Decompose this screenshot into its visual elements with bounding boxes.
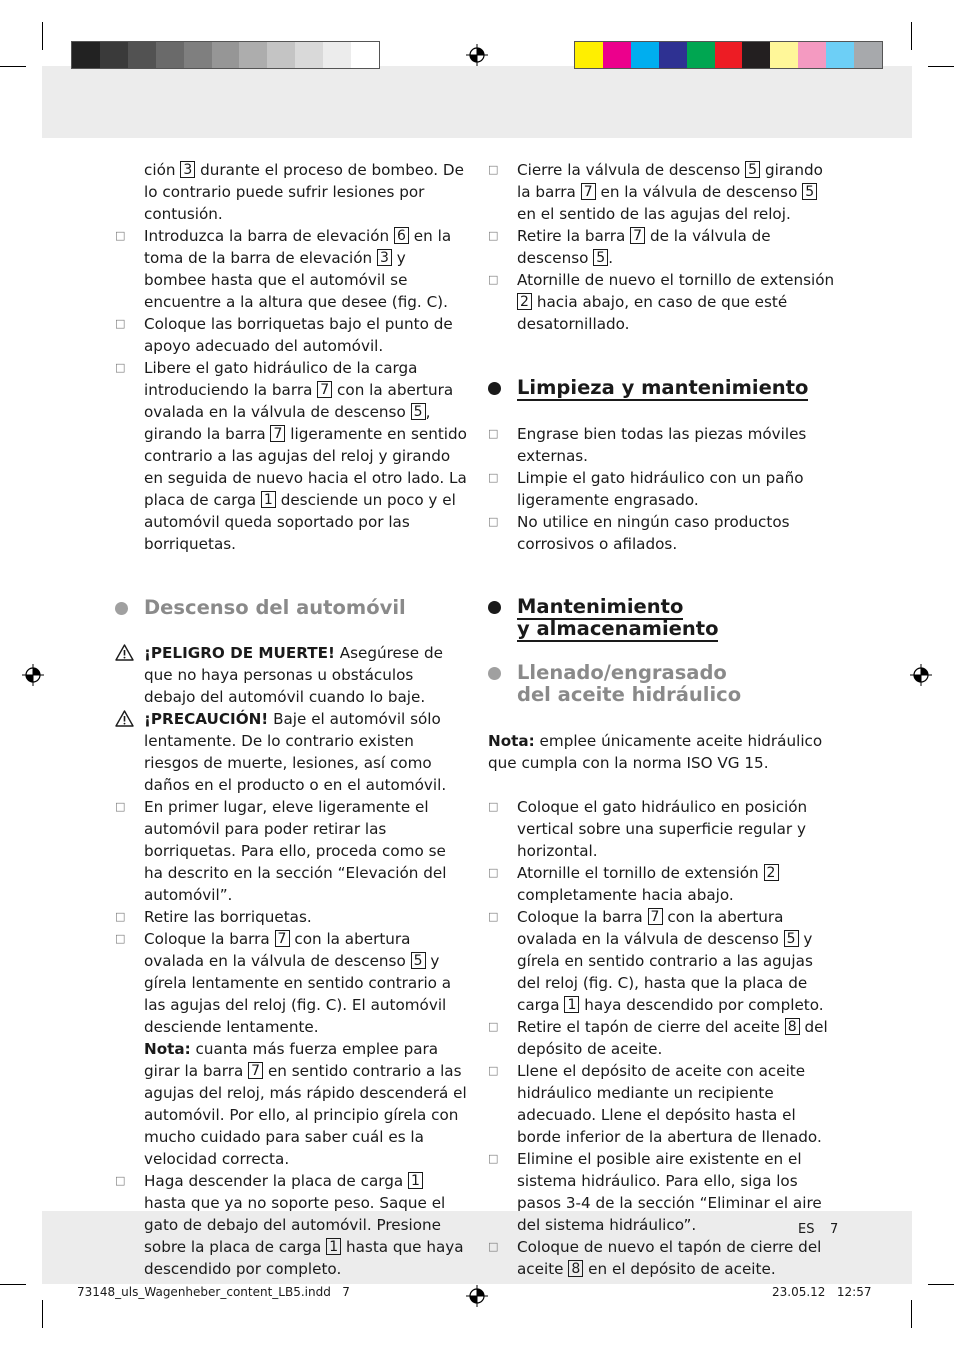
part-number-badge: 8 [568,1260,583,1277]
part-number-badge: 7 [630,227,645,244]
checkbox-bullet-icon: □ [488,427,499,440]
part-number-badge: 5 [745,161,760,178]
color-swatch [212,42,240,68]
part-number-badge: 7 [317,381,332,398]
part-number-badge: 3 [180,161,195,178]
bold-label: ¡PRECAUCIÓN! [144,710,269,728]
header-band [42,66,912,138]
part-number-badge: 7 [270,425,285,442]
color-swatch [100,42,128,68]
list-item: □ En primer lugar, eleve ligeramente el automóvil para poder retirar las borriquetas. Para ello, proceda como se ha descrito en la sección “Elevación del automóvil”. [115,798,447,904]
list-item: □ Limpie el gato hidráulico con un paño ligeramente engrasado. [488,469,804,509]
checkbox-bullet-icon: □ [488,910,499,923]
list-item: □ Coloque de nuevo el tapón de cierre del aceite 8 en el depósito de aceite. [488,1238,822,1278]
list-item: □ Cierre la válvula de descenso 5 girando la barra 7 en la válvula de descenso 5 en el sentido de las agujas del reloj. [488,161,823,223]
checkbox-bullet-icon: □ [115,1174,126,1187]
color-swatch [631,42,659,68]
part-number-badge: 2 [764,864,779,881]
warnings-list [115,642,467,796]
list-item: □ No utilice en ningún caso productos corrosivos o afilados. [488,513,790,553]
list-item: □ Haga descender la placa de carga 1 hasta que ya no soporte peso. Saque el gato de debajo del automóvil. Presione sobre la placa de carga 1 hasta que haya descendido por completo. [115,1172,464,1278]
bold-label: Nota: [144,1040,191,1058]
part-number-badge: 8 [785,1018,800,1035]
list-item: □ Llene el depósito de aceite con aceite hidráulico mediante un recipiente adecuado. Llene el depósito hasta el borde inferior de la abertura de llenado. [488,1062,822,1146]
color-calibration-bar [574,41,883,69]
checkbox-bullet-icon: □ [488,163,499,176]
part-number-badge: 6 [394,227,409,244]
left-column [115,159,467,1280]
checkbox-bullet-icon: □ [488,800,499,813]
color-swatch [295,42,323,68]
part-number-badge: 7 [275,930,290,947]
heading-bullet-icon [115,602,128,615]
warning-triangle-icon [115,644,134,661]
color-swatch [854,42,882,68]
checkbox-bullet-icon: □ [115,910,126,923]
warning-triangle-icon [115,710,134,727]
part-number-badge: 1 [326,1238,341,1255]
heading-bullet-icon [488,601,501,614]
checkbox-bullet-icon: □ [488,1064,499,1077]
color-swatch [184,42,212,68]
part-number-badge: 1 [564,996,579,1013]
language-code: ES [798,1222,815,1237]
heading-bullet-icon [488,667,501,680]
part-number-badge: 5 [411,403,426,420]
section-heading-mantenimiento: Mantenimiento y almacenamiento [488,596,840,640]
list-item: □ Libere el gato hidráulico de la carga introduciendo la barra 7 con la abertura ovalada en la válvula de descenso 5 , girando la barra 7 ligeramente en sentido contrario a las agujas del reloj y girando en seguida de nuevo hacia el otro lado. La placa de carga 1 desciende un poco y el automóvil queda soportado por las borriquetas. [115,359,467,553]
list-item: □ Coloque la barra 7 con la abertura ovalada en la válvula de descenso 5 y gírela lentamente en sentido contrario a las agujas del reloj (fig. C). El automóvil desciende lentamente. Nota: cuanta más fuerza emplee para girar la barra 7 en sentido contrario a las agujas del reloj, más rápido descenderá el automóvil. Por ello, al principio gírela con mucho cuidado para saber cuál es la velocidad correcta. [115,930,467,1168]
list-item: □ Coloque las borriquetas bajo el punto de apoyo adecuado del automóvil. [115,315,453,355]
color-swatch [239,42,267,68]
filling-steps-list [488,796,840,1280]
color-swatch [687,42,715,68]
checkbox-bullet-icon: □ [488,1240,499,1253]
list-item: □ Coloque la barra 7 con la abertura ovalada en la válvula de descenso 5 y gírela en sentido contrario a las agujas del reloj (fig. C), hasta que la placa de carga 1 haya descendido por completo. [488,908,824,1014]
registration-mark-icon [466,44,488,66]
warning-item: ¡PELIGRO DE MUERTE! Asegúrese de que no haya personas u obstáculos debajo del automóvil cuando lo baje. [115,642,467,708]
right-column [488,159,840,1280]
checkbox-bullet-icon: □ [488,229,499,242]
part-number-badge: 5 [802,183,817,200]
checkbox-bullet-icon: □ [488,471,499,484]
right-top-list [488,159,840,335]
list-item: □ Coloque el gato hidráulico en posición vertical sobre una superficie regular y horizontal. [488,798,808,860]
part-number-badge: 5 [593,249,608,266]
color-swatch [351,42,379,68]
color-swatch [603,42,631,68]
registration-mark-icon [910,664,932,686]
part-number-badge: 7 [248,1062,263,1079]
list-item: □ Retire las borriquetas. [115,908,312,926]
cleaning-list [488,423,840,555]
color-swatch [575,42,603,68]
section-heading-llenado: Llenado/engrasado del aceite hidráulico [488,662,840,706]
color-swatch [72,42,100,68]
checkbox-bullet-icon: □ [115,229,126,242]
grayscale-calibration-bar [71,41,380,69]
part-number-badge: 5 [411,952,426,969]
part-number-badge: 1 [408,1172,423,1189]
bold-label: ¡PELIGRO DE MUERTE! [144,644,335,662]
color-swatch [128,42,156,68]
color-swatch [156,42,184,68]
list-item: □ Retire el tapón de cierre del aceite 8 del depósito de aceite. [488,1018,828,1058]
checkbox-bullet-icon: □ [115,932,126,945]
checkbox-bullet-icon: □ [488,866,499,879]
checkbox-bullet-icon: □ [488,1152,499,1165]
part-number-badge: 7 [581,183,596,200]
checkbox-bullet-icon: □ [115,317,126,330]
part-number-badge: 1 [261,491,276,508]
color-swatch [826,42,854,68]
left-steps-list [115,796,467,1280]
list-item: □ Introduzca la barra de elevación 6 en la toma de la barra de elevación 3 y bombee hasta que el automóvil se encuentre a la altura que desee (fig. C). [115,227,452,311]
color-swatch [742,42,770,68]
heading-bullet-icon [488,382,501,395]
checkbox-bullet-icon: □ [115,800,126,813]
checkbox-bullet-icon: □ [115,361,126,374]
section-heading-limpieza: Limpieza y mantenimiento [488,377,840,399]
color-swatch [267,42,295,68]
note-paragraph: Nota: emplee únicamente aceite hidráulico que cumpla con la norma ISO VG 15. [488,732,823,772]
section-heading-descenso: Descenso del automóvil [115,597,467,619]
registration-mark-icon [466,1285,488,1307]
list-item: ción 3 durante el proceso de bombeo. De lo contrario puede sufrir lesiones por contusión. [144,161,464,223]
checkbox-bullet-icon: □ [488,515,499,528]
list-item: □ Elimine el posible aire existente en el sistema hidráulico. Para ello, siga los pasos 3-4 de la sección “Eliminar el aire del sistema hidráulico”. [488,1150,822,1234]
list-item: □ Engrase bien todas las piezas móviles externas. [488,425,807,465]
warning-item: ¡PRECAUCIÓN! Baje el automóvil sólo lentamente. De lo contrario existen riesgos de muerte, lesiones, así como daños en el producto o en el automóvil. [115,708,467,796]
print-date: 23.05.12 12:57 [772,1285,872,1299]
part-number-badge: 7 [648,908,663,925]
color-swatch [798,42,826,68]
part-number-badge: 3 [377,249,392,266]
color-swatch [770,42,798,68]
registration-mark-icon [22,664,44,686]
color-swatch [323,42,351,68]
checkbox-bullet-icon: □ [488,1020,499,1033]
left-top-list [115,159,467,555]
file-name: 73148_uls_Wagenheber_content_LB5.indd 7 [77,1285,350,1299]
part-number-badge: 2 [517,293,532,310]
list-item: □ Retire la barra 7 de la válvula de descenso 5 . [488,227,771,267]
color-swatch [715,42,743,68]
page-number: 7 [830,1222,839,1237]
part-number-badge: 5 [784,930,799,947]
color-swatch [659,42,687,68]
list-item: □ Atornille de nuevo el tornillo de extensión 2 hacia abajo, en caso de que esté desatornillado. [488,271,835,333]
checkbox-bullet-icon: □ [488,273,499,286]
list-item: □ Atornille el tornillo de extensión 2 completamente hacia abajo. [488,862,840,906]
